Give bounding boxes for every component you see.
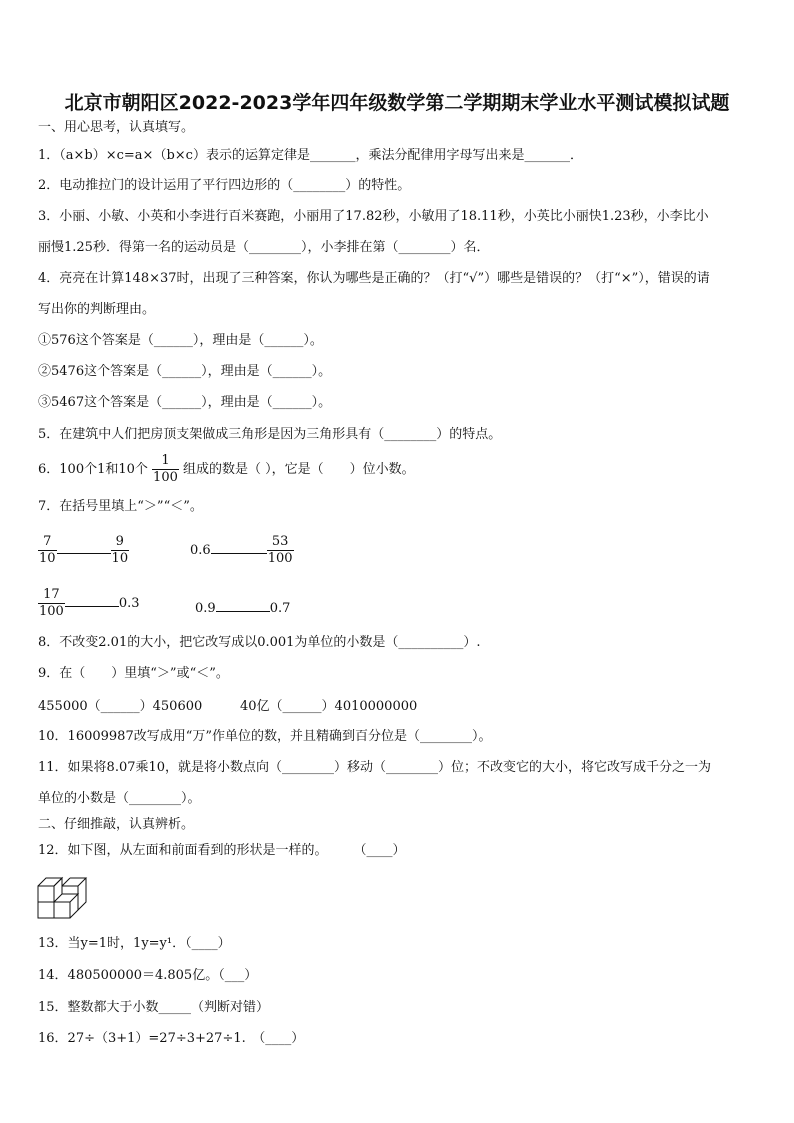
q7-a-right-fraction <box>111 534 130 567</box>
question-4-line-1: 4．亮亮在计算148×37时，出现了三种答案，你认为哪些是正确的？（打“√”）哪些是错误的？（打“×”），错误的请 <box>38 271 710 286</box>
q7-d-left: 0.9 <box>195 601 216 616</box>
cube-top-front <box>38 886 54 902</box>
cube-bottom-left <box>38 902 54 918</box>
answer-blank <box>57 539 111 554</box>
q7-b-left: 0.6 <box>190 543 211 558</box>
question-14: 14．480500000＝4.805亿。（___） <box>38 968 258 983</box>
q7-d-right: 0.7 <box>269 601 291 616</box>
question-9-item-1: 455000（______）450600 <box>38 699 203 714</box>
fraction-numerator: 17 <box>43 587 60 602</box>
question-8: 8．不改变2.01的大小，把它改写成以0.001为单位的小数是（__________）. <box>38 635 481 650</box>
section-2-heading: 二、仔细推敲，认真辨析。 <box>38 817 195 832</box>
q7-a-left-fraction <box>38 534 57 567</box>
fraction-numerator: 1 <box>161 453 170 468</box>
question-16: 16．27÷（3+1）=27÷3+27÷1. （____） <box>38 1031 305 1046</box>
question-1: 1．（a×b）×c=a×（b×c）表示的运算定律是_______，乘法分配律用字母写出来是_______． <box>38 148 583 163</box>
question-7: 7．在括号里填上“＞”“＜”。 <box>38 499 203 514</box>
question-5: 5．在建筑中人们把房顶支架做成三角形是因为三角形具有（________）的特点。 <box>38 427 502 442</box>
fraction-denominator: 100 <box>39 604 64 619</box>
question-3-line-2: 丽慢1.25秒．得第一名的运动员是（________），小李排在第（________）名． <box>38 240 490 255</box>
question-4-option-1: ①576这个答案是（______），理由是（______）。 <box>38 333 323 348</box>
question-4-option-2: ②5476这个答案是（______），理由是（______）。 <box>38 364 332 379</box>
cube-stack-figure-icon <box>36 872 92 924</box>
answer-blank <box>65 592 119 607</box>
cube-bottom-right <box>54 902 70 918</box>
section-1-heading: 一、用心思考，认真填写。 <box>38 120 195 135</box>
fraction-denominator: 10 <box>39 551 56 566</box>
cube-back-side <box>78 878 86 910</box>
question-13: 13．当y=1时，1y=y¹．（____） <box>38 936 231 951</box>
answer-blank <box>211 539 267 554</box>
page-title: 北京市朝阳区2022-2023学年四年级数学第二学期期末学业水平测试模拟试题 <box>64 92 730 114</box>
question-12: 12．如下图，从左面和前面看到的形状是一样的。 （____） <box>38 843 406 858</box>
answer-blank <box>216 597 270 612</box>
fraction-numerator: 9 <box>115 534 124 549</box>
q7-item-b <box>190 534 294 567</box>
q7-item-c <box>38 587 140 620</box>
question-6-fraction <box>152 453 179 486</box>
cube-top-side <box>54 878 62 902</box>
question-15: 15．整数都大于小数_____（判断对错） <box>38 1000 270 1015</box>
q7-b-right-fraction <box>267 534 294 567</box>
cube-back <box>62 878 78 894</box>
cube-bottom-right-top <box>62 894 78 902</box>
fraction-numerator: 7 <box>43 534 52 549</box>
question-11-line-1: 11．如果将8.07乘10，就是将小数点向（________）移动（________）位；不改变它的大小，将它改写成千分之一为 <box>38 760 712 775</box>
q7-c-left-fraction <box>38 587 65 620</box>
question-4-option-3: ③5467这个答案是（______），理由是（______）。 <box>38 395 332 410</box>
q7-c-right: 0.3 <box>118 596 140 611</box>
question-9: 9．在（ ）里填“＞”或“＜”。 <box>38 666 229 681</box>
cube-back-top <box>70 878 86 886</box>
fraction-denominator: 10 <box>111 551 129 566</box>
question-4-line-2: 写出你的判断理由。 <box>38 302 156 317</box>
fraction-numerator: 53 <box>271 534 289 549</box>
question-6-suffix: 组成的数是（ ），它是（ ）位小数。 <box>183 462 415 477</box>
question-3-line-1: 3．小丽、小敏、小英和小李进行百米赛跑，小丽用了17.82秒，小敏用了18.11秒，小英比小丽快1.23秒，小李比小 <box>38 209 709 224</box>
question-10: 10．16009987改写成用“万”作单位的数，并且精确到百分位是（________）。 <box>38 729 492 744</box>
question-6-prefix: 6．100个1和10个 <box>38 462 148 477</box>
question-2: 2．电动推拉门的设计运用了平行四边形的（________）的特性。 <box>38 178 411 193</box>
q7-item-a <box>38 534 129 567</box>
fraction-denominator: 100 <box>153 470 178 485</box>
question-11-line-2: 单位的小数是（________）。 <box>38 791 201 806</box>
question-6 <box>38 452 415 488</box>
question-9-item-2: 40亿（______）4010000000 <box>240 699 418 714</box>
q7-item-d <box>195 597 290 616</box>
fraction-denominator: 100 <box>267 551 293 566</box>
